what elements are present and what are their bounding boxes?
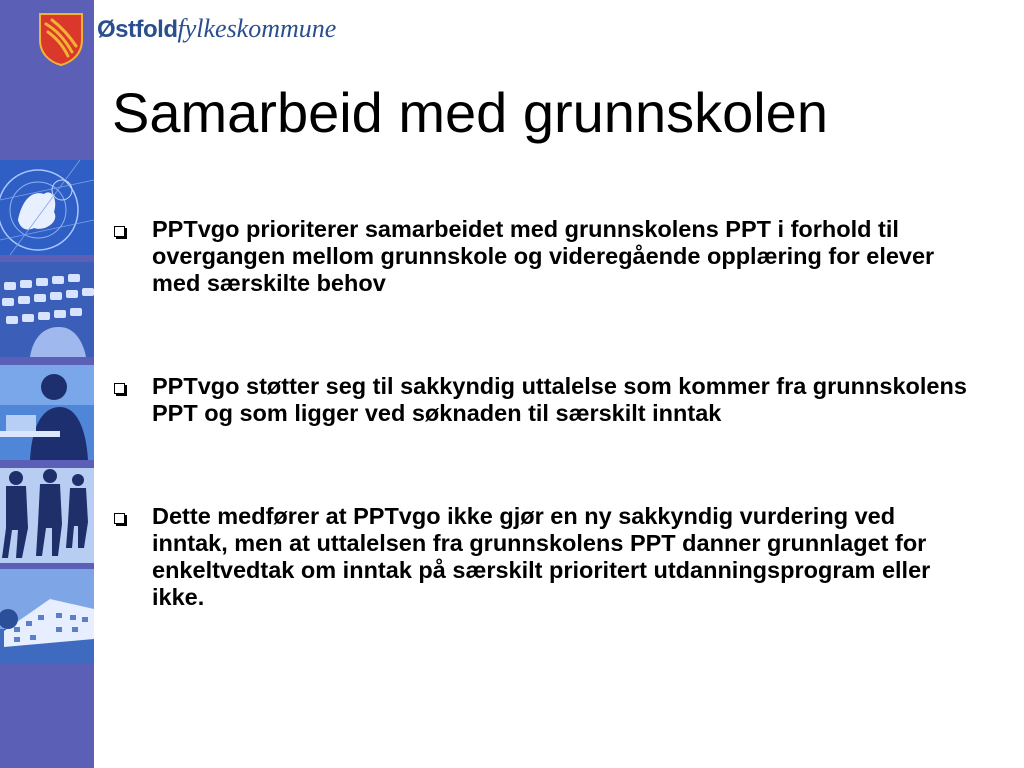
logo-bold-text: Østfold	[97, 16, 178, 43]
map-globe-photo	[0, 160, 94, 255]
school-building-photo	[0, 569, 94, 664]
bullet-text: PPTvgo støtter seg til sakkyndig uttalelse som kommer fra grunnskolens PPT og som ligger ved søknaden til særskilt inntak	[152, 373, 967, 426]
bullet-item	[112, 373, 972, 427]
county-crest-icon	[38, 12, 84, 66]
slide-title: Samarbeid med grunnskolen	[112, 81, 828, 144]
county-logo-text	[97, 14, 336, 44]
walking-people-photo	[0, 468, 94, 563]
bullet-item	[112, 503, 972, 611]
bullet-list	[112, 216, 972, 611]
keyboard-photo	[0, 262, 94, 357]
left-sidebar	[0, 0, 94, 768]
bullet-text: PPTvgo prioriterer samarbeidet med grunnskolens PPT i forhold til overgangen mellom grunnskole og videregående opplæring for elever med særskilte behov	[152, 216, 935, 296]
logo-italic-text: fylkeskommune	[177, 14, 337, 43]
square-bullet-icon	[114, 513, 125, 524]
bullet-text: Dette medfører at PPTvgo ikke gjør en ny sakkyndig vurdering ved inntak, men at uttalelsen fra grunnskolens PPT danner grunnlaget for enkeltvedtak om inntak på særskilt prioritert utdanningsprogram eller ikke.	[152, 503, 931, 610]
square-bullet-icon	[114, 383, 125, 394]
square-bullet-icon	[114, 226, 125, 237]
woman-at-desk-photo	[0, 365, 94, 460]
bullet-item	[112, 216, 972, 297]
